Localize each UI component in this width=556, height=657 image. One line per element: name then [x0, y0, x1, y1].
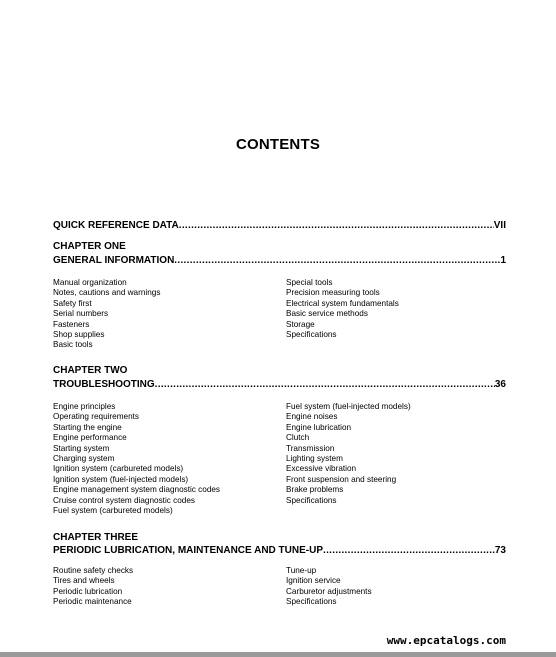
chapter-three-topics-left [53, 566, 133, 608]
topic-item: Specifications [286, 330, 337, 340]
toc-entry-chapter-one[interactable] [53, 254, 506, 267]
topic-item: Charging system [53, 454, 115, 464]
toc-entry-label: GENERAL INFORMATION [53, 255, 175, 266]
topic-item: Manual organization [53, 278, 127, 287]
chapter-one-topics-left [53, 278, 160, 351]
topic-item: Tires and wheels [53, 576, 115, 586]
topic-item: Lighting system [286, 454, 343, 464]
topic-item: Shop supplies [53, 330, 105, 340]
topic-item: Precision measuring tools [286, 288, 380, 298]
topic-item: Tune-up [286, 566, 317, 575]
topic-item: Specifications [286, 495, 337, 505]
toc-entry-page: VII [493, 220, 506, 231]
chapter-two-topics-left [53, 402, 220, 516]
topic-item: Periodic maintenance [53, 597, 132, 607]
dot-leader [323, 544, 495, 557]
dot-leader [155, 378, 495, 391]
topic-item: Storage [286, 319, 315, 329]
topic-item: Ignition system (fuel-injected models) [53, 474, 189, 484]
topic-item: Engine management system diagnostic codes [53, 485, 221, 495]
topic-item: Specifications [286, 597, 337, 607]
topic-item: Safety first [53, 298, 92, 308]
topic-item: Electrical system fundamentals [286, 298, 399, 308]
topic-item: Carburetor adjustments [286, 586, 372, 596]
toc-entry-page: 73 [494, 545, 506, 556]
toc-entry-page: 1 [500, 255, 506, 266]
toc-entry-label: TROUBLESHOOTING [53, 379, 155, 390]
chapter-three-number: CHAPTER THREE [53, 532, 139, 543]
topic-item: Basic tools [53, 340, 93, 350]
topic-item: Fuel system (fuel-injected models) [286, 402, 411, 411]
topic-item: Starting the engine [53, 422, 122, 432]
toc-entry-label: PERIODIC LUBRICATION, MAINTENANCE AND TUNE-UP [53, 545, 323, 556]
topic-item: Clutch [286, 433, 310, 443]
chapter-one-topics-right [286, 278, 399, 340]
topic-item: Engine principles [53, 402, 116, 411]
toc-entry-chapter-three[interactable] [53, 544, 506, 557]
toc-entry-chapter-two[interactable] [53, 378, 506, 391]
topic-item: Transmission [286, 443, 335, 453]
topic-item: Engine lubrication [286, 422, 352, 432]
topic-item: Special tools [286, 278, 333, 287]
topic-item: Engine noises [286, 412, 338, 422]
topic-item: Ignition system (carbureted models) [53, 464, 184, 474]
topic-item: Starting system [53, 443, 110, 453]
topic-item: Brake problems [286, 485, 344, 495]
topic-item: Fasteners [53, 319, 90, 329]
topic-item: Operating requirements [53, 412, 140, 422]
toc-entry-page: 36 [494, 379, 506, 390]
chapter-two-number: CHAPTER TWO [53, 365, 128, 376]
topic-item: Engine performance [53, 433, 127, 443]
topic-item: Periodic lubrication [53, 586, 123, 596]
dot-leader [179, 219, 494, 232]
topic-item: Notes, cautions and warnings [53, 288, 161, 298]
dot-leader [174, 254, 500, 267]
watermark-url: www.epcatalogs.com [386, 634, 506, 647]
topic-item: Serial numbers [53, 309, 109, 319]
topic-item: Ignition service [286, 576, 341, 586]
chapter-one-number: CHAPTER ONE [53, 241, 126, 252]
chapter-three-topics-right [286, 566, 372, 608]
topic-item: Fuel system (carbureted models) [53, 506, 173, 516]
chapter-two-topics-right [286, 402, 411, 506]
toc-entry-label: QUICK REFERENCE DATA [53, 220, 179, 231]
topic-item: Excessive vibration [286, 464, 357, 474]
topic-item: Basic service methods [286, 309, 368, 319]
topic-item: Front suspension and steering [286, 474, 397, 484]
footer-divider [0, 652, 556, 657]
toc-entry-quick-reference[interactable] [53, 219, 506, 232]
topic-item: Routine safety checks [53, 566, 134, 575]
page-title: CONTENTS [235, 136, 321, 153]
topic-item: Cruise control system diagnostic codes [53, 495, 195, 505]
